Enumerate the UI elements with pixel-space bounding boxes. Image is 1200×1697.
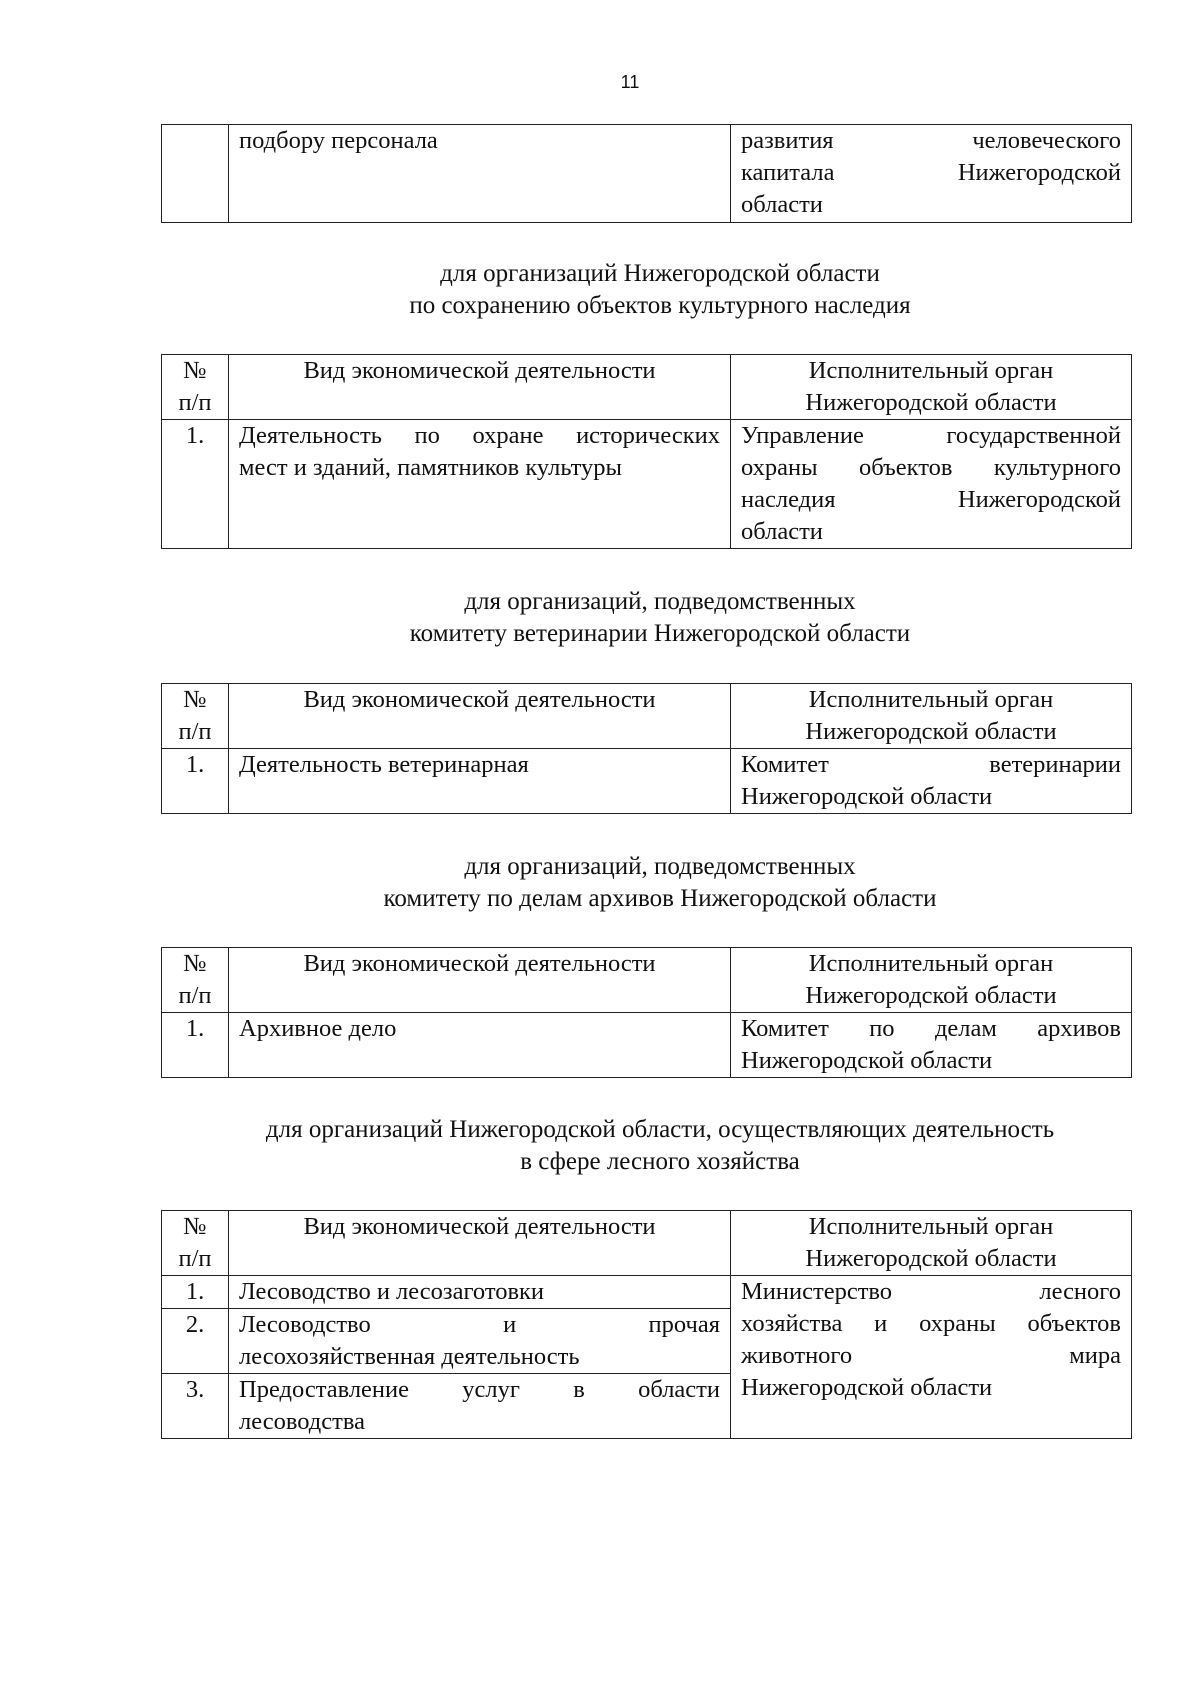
header-organ: Исполнительный орган Нижегородской области (731, 1211, 1132, 1276)
row-number-cell: 1. (162, 1276, 229, 1309)
activity-cell: Лесоводство и прочая лесохозяйственная деятельность (229, 1309, 731, 1374)
continuation-table (161, 124, 1132, 223)
row-number-cell: 2. (162, 1309, 229, 1374)
table-header-row (162, 355, 1132, 420)
row-number-cell: 3. (162, 1374, 229, 1439)
row-number-cell: 1. (162, 420, 229, 549)
header-number: № п/п (162, 948, 229, 1013)
row-number-cell: 1. (162, 749, 229, 814)
header-activity: Вид экономической деятельности (229, 948, 731, 1013)
header-number: № п/п (162, 684, 229, 749)
table-archives (161, 947, 1132, 1078)
table-row (162, 749, 1132, 814)
activity-cell: Предоставление услуг в области лесоводства (229, 1374, 731, 1439)
table-cultural-heritage (161, 354, 1132, 549)
row-number-cell (162, 125, 229, 223)
section-heading-cultural-heritage: для организаций Нижегородской области по сохранению объектов культурного наследия (409, 260, 911, 319)
organ-cell-shared: Министерство лесного хозяйства и охраны объектов животного мира Нижегородской области (731, 1276, 1132, 1439)
header-organ: Исполнительный орган Нижегородской области (731, 355, 1132, 420)
organ-cell: Комитет ветеринарии Нижегородской области (731, 749, 1132, 814)
section-heading-archives: для организаций, подведомственных комитету по делам архивов Нижегородской области (383, 853, 937, 912)
header-activity: Вид экономической деятельности (229, 1211, 731, 1276)
header-organ: Исполнительный орган Нижегородской области (731, 684, 1132, 749)
table-row (162, 1276, 1132, 1309)
activity-cell: Лесоводство и лесозаготовки (229, 1276, 731, 1309)
header-number: № п/п (162, 355, 229, 420)
activity-cell: Деятельность ветеринарная (229, 749, 731, 814)
page-number: 11 (620, 72, 640, 92)
header-activity: Вид экономической деятельности (229, 355, 731, 420)
section-heading-forestry: для организаций Нижегородской области, осуществляющих деятельность в сфере лесного хозяйства (265, 1116, 1055, 1175)
table-forestry (161, 1210, 1132, 1439)
table-header-row (162, 684, 1132, 749)
activity-cell: Деятельность по охране исторических мест и зданий, памятников культуры (229, 420, 731, 549)
organ-cell: развития человеческого капитала Нижегородской области (731, 125, 1132, 223)
header-organ: Исполнительный орган Нижегородской области (731, 948, 1132, 1013)
table-row (162, 1013, 1132, 1078)
header-number: № п/п (162, 1211, 229, 1276)
row-number-cell: 1. (162, 1013, 229, 1078)
table-veterinary (161, 683, 1132, 814)
section-heading-veterinary: для организаций, подведомственных комитету ветеринарии Нижегородской области (409, 588, 911, 647)
table-header-row (162, 1211, 1132, 1276)
activity-cell: подбору персонала (229, 125, 731, 223)
activity-cell: Архивное дело (229, 1013, 731, 1078)
table-row (162, 125, 1132, 223)
table-header-row (162, 948, 1132, 1013)
organ-cell: Управление государственной охраны объектов культурного наследия Нижегородской области (731, 420, 1132, 549)
organ-cell: Комитет по делам архивов Нижегородской области (731, 1013, 1132, 1078)
table-row (162, 420, 1132, 549)
header-activity: Вид экономической деятельности (229, 684, 731, 749)
